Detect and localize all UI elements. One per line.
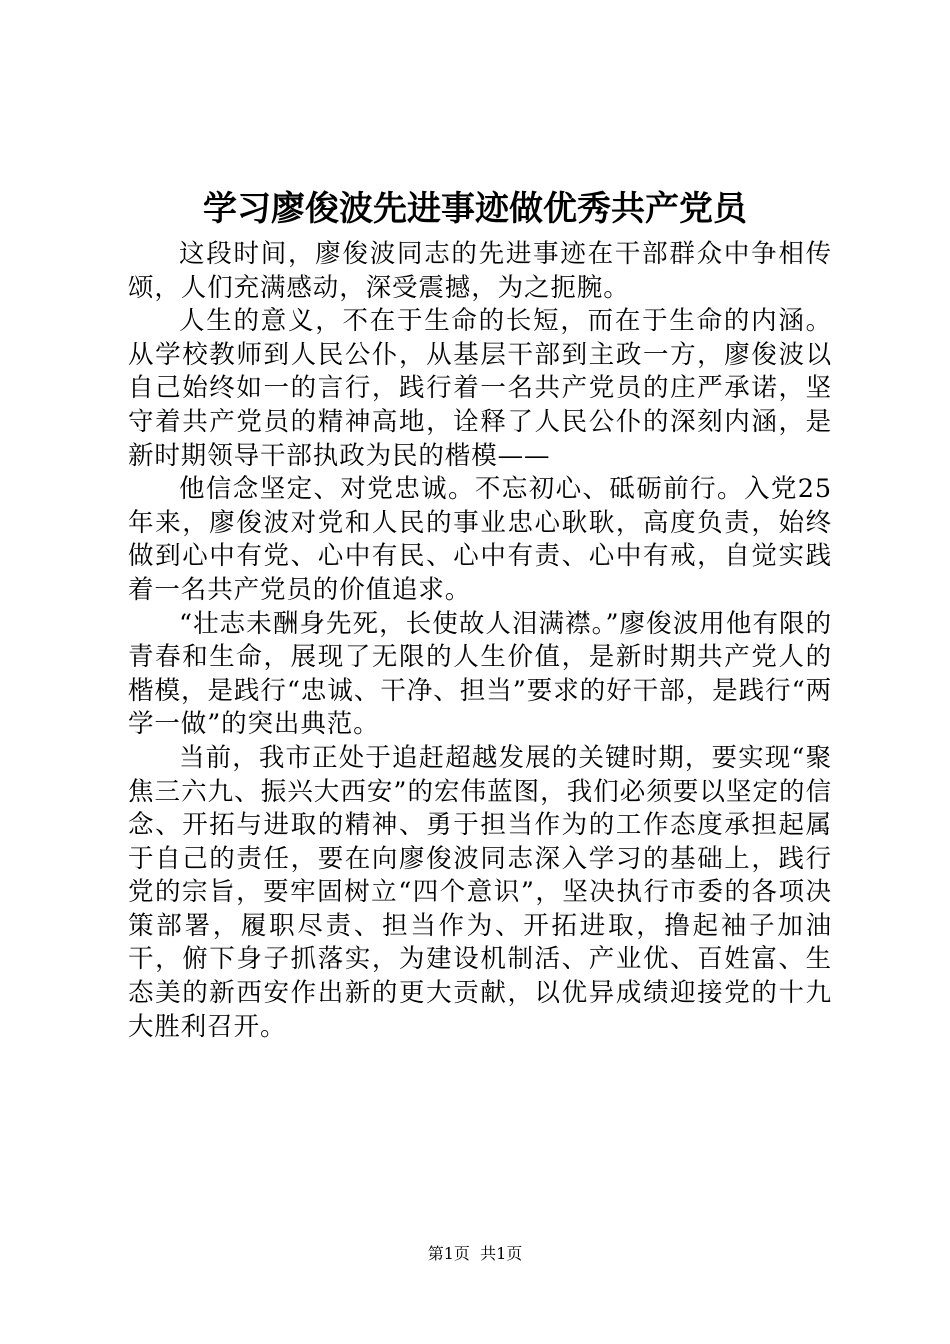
document-body [128,238,832,1044]
paragraph-3: 他信念坚定、对党忠诚。不忘初心、砥砺前行。入党25年来，廖俊波对党和人民的事业忠心耿耿，高度负责，始终做到心中有党、心中有民、心中有责、心中有戒，自觉实践着一名共产党员的价值追求。 [128,474,832,605]
paragraph-4: “壮志未酬身先死，长使故人泪满襟。”廖俊波用他有限的青春和生命，展现了无限的人生价值，是新时期共产党人的楷模，是践行“忠诚、干净、担当”要求的好干部，是践行“两学一做”的突出典范。 [128,608,832,740]
page-number: 第1页 共1页 [427,1244,523,1263]
paragraph-5: 当前，我市正处于追赶超越发展的关键时期，要实现“聚焦三六九、振兴大西安”的宏伟蓝图，我们必须要以坚定的信念、开拓与进取的精神、勇于担当作为的工作态度承担起属于自己的责任，要在向廖俊波同志深入学习的基础上，践行党的宗旨，要牢固树立“四个意识”，坚决执行市委的各项决策部署，履职尽责、担当作为、开拓进取，撸起袖子加油干，俯下身子抓落实，为建设机制活、产业优、百姓富、生态美的新西安作出新的更大贡献，以优异成绩迎接党的十九大胜利召开。 [128,742,832,1042]
paragraph-2: 人生的意义，不在于生命的长短，而在于生命的内涵。从学校教师到人民公仆，从基层干部到主政一方，廖俊波以自己始终如一的言行，践行着一名共产党员的庄严承诺，坚守着共产党员的精神高地，诠释了人民公仆的深刻内涵，是新时期领导干部执政为民的楷模—— [128,306,832,471]
page-footer [0,1242,950,1266]
paragraph-1: 这段时间，廖俊波同志的先进事迹在干部群众中争相传颂，人们充满感动，深受震撼，为之扼腕。 [128,239,832,303]
document-title: 学习廖俊波先进事迹做优秀共产党员 [203,189,747,229]
